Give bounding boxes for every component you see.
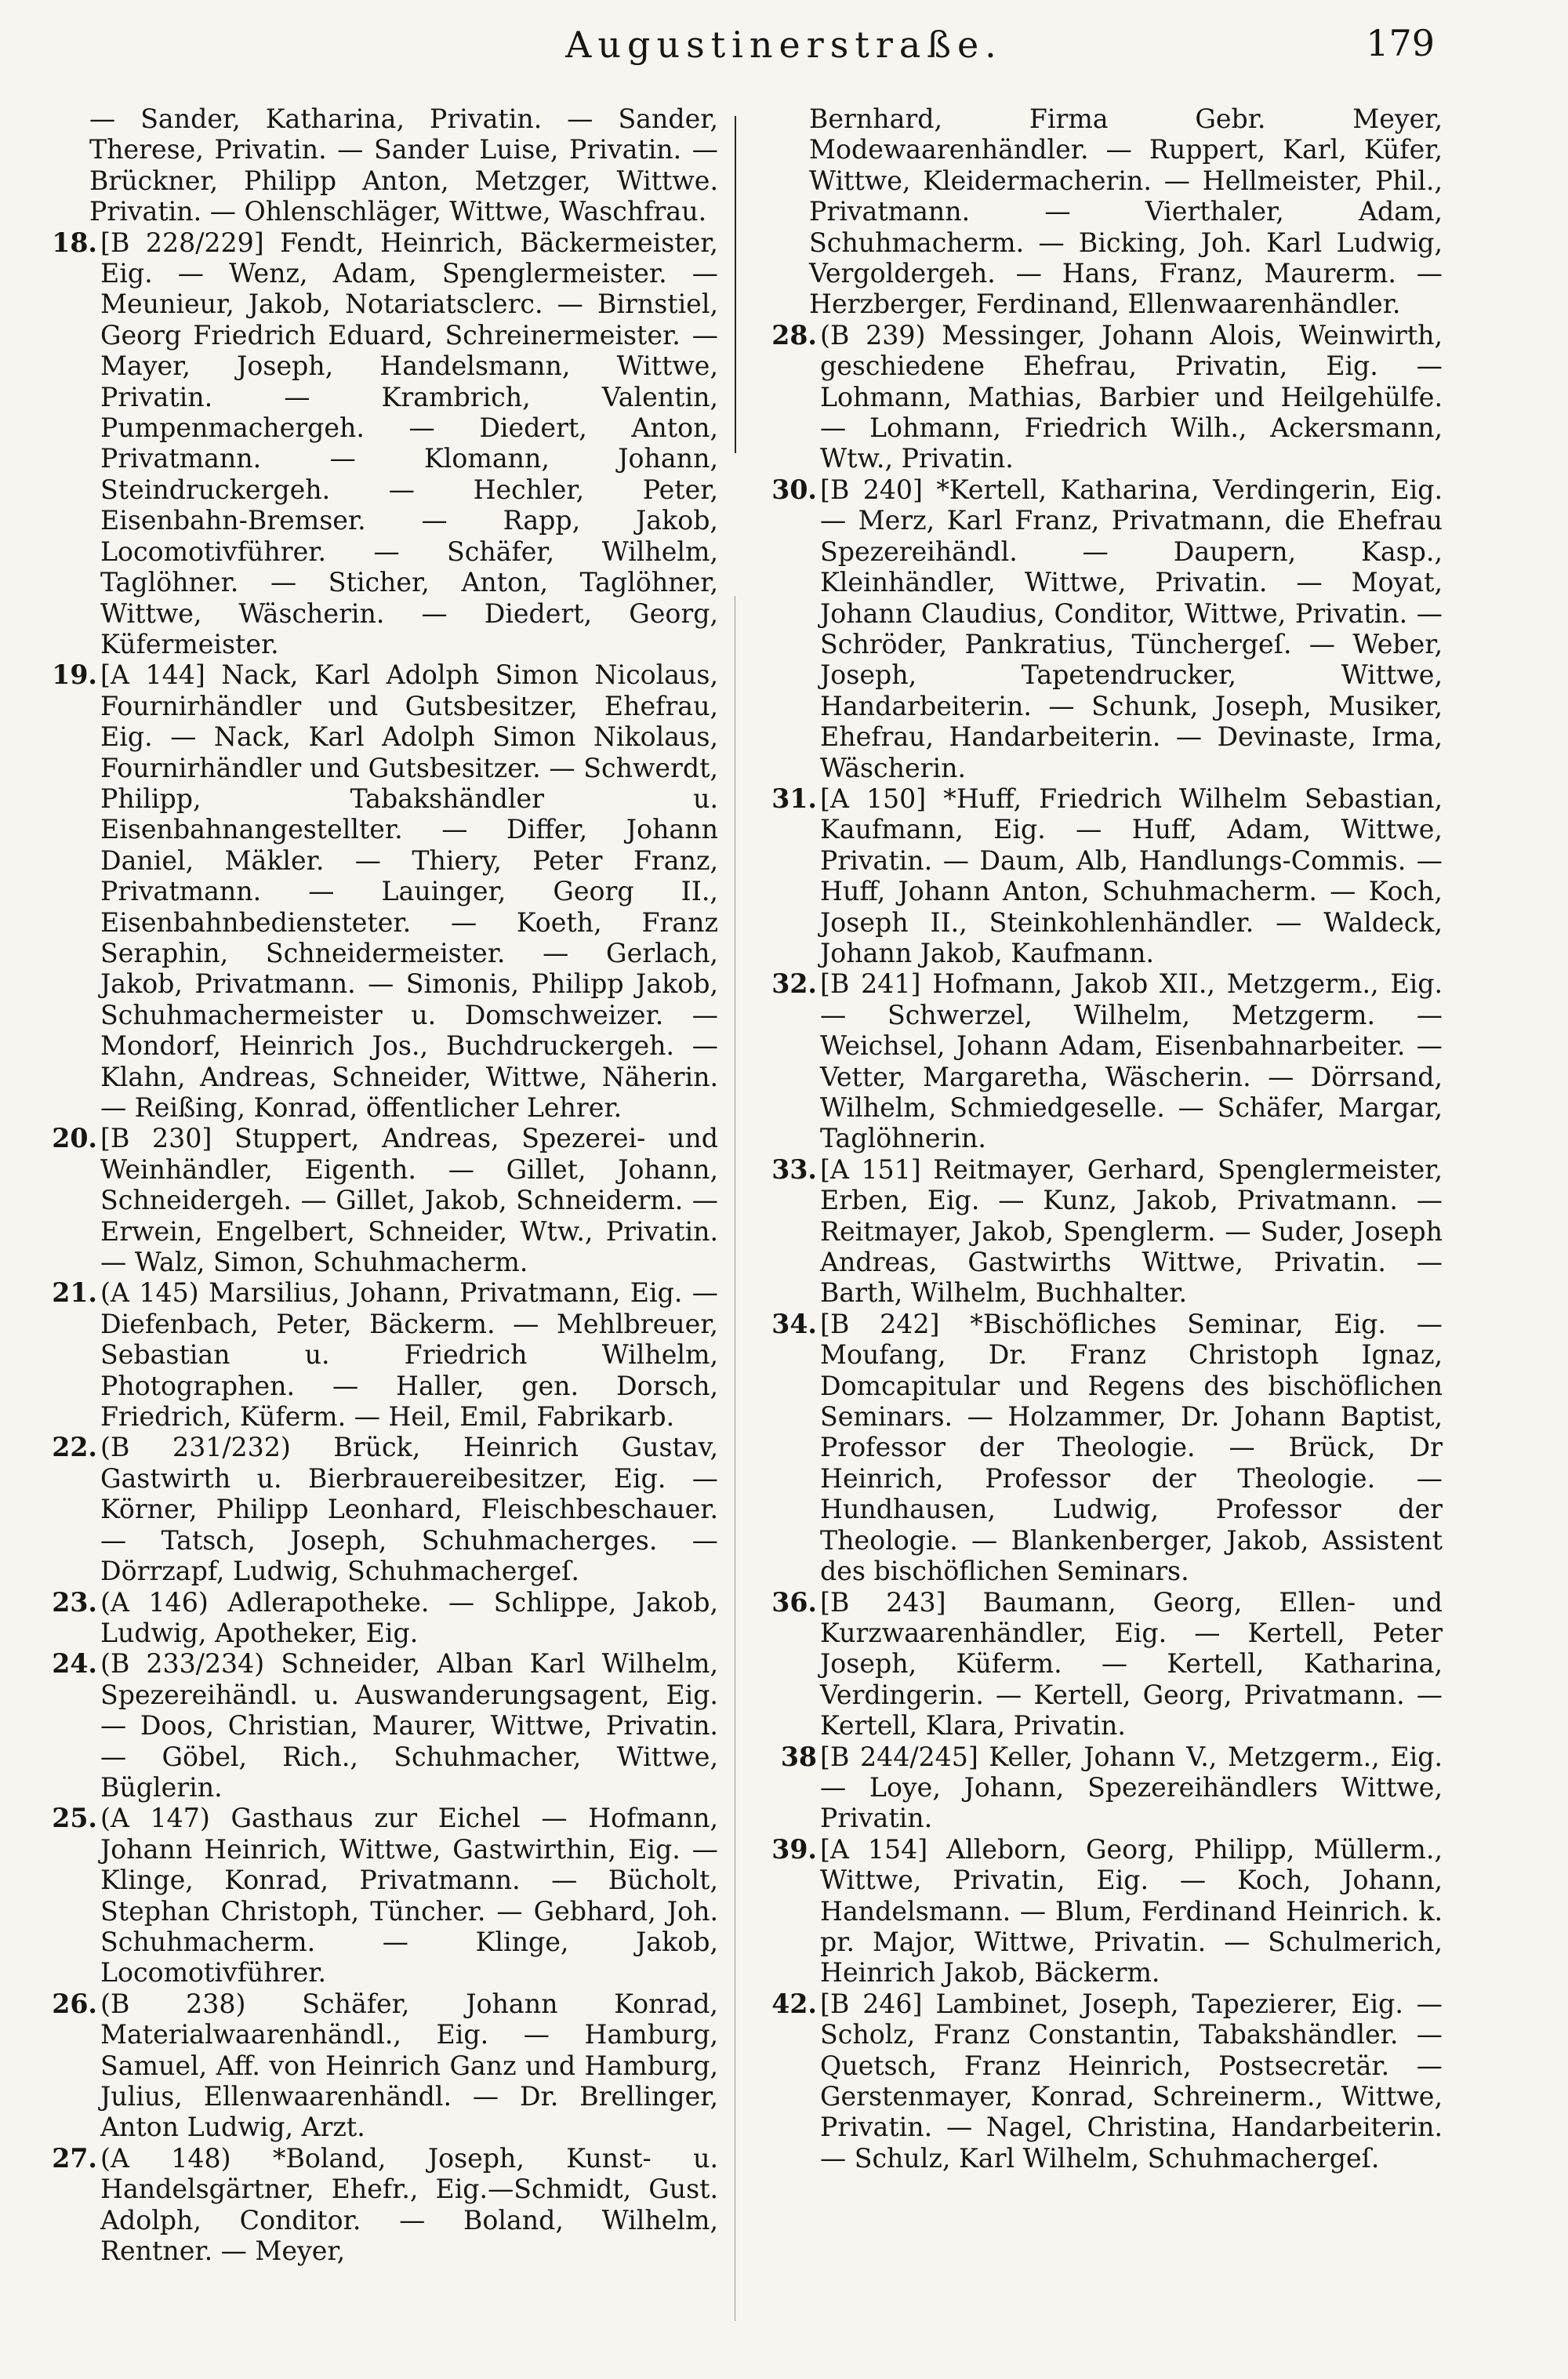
entry-text: (A 147) Gasthaus zur Eichel — Hofmann, Johann Heinrich, Wittwe, Gastwirthin, Eig. — Klinge, Konrad, Privatmann. — Bücholt, Stephan Christoph, Tüncher. — Gebhard, Joh. Schuhmacherm. — Klinge, Jakob, Locomotivführer. — [100, 1803, 718, 1989]
entry-text: (B 231/232) Brück, Heinrich Gustav, Gastwirth u. Bierbrauereibesitzer, Eig. — Körner, Philipp Leonhard, Fleischbeschauer. — Tatsch, Joseph, Schuhmacherges. — Dörrzapf, Ludwig, Schuhmachergeſ. — [100, 1432, 718, 1587]
entry-text: (A 148) *Boland, Joseph, Kunst- u. Handelsgärtner, Ehefr., Eig.—Schmidt, Gust. Adolph, Conditor. — Boland, Wilhelm, Rentner. — Meyer, — [100, 2142, 718, 2267]
entry-text: [B 243] Baumann, Georg, Ellen- und Kurzwaarenhändler, Eig. — Kertell, Peter Joseph, Küferm. — Kertell, Katharina, Verdingerin. — Kertell, Georg, Privatmann. — Kertell, Klara, Privatin. — [820, 1586, 1443, 1742]
entry-text: [B 240] *Kertell, Katharina, Verdingerin, Eig. — Merz, Karl Franz, Privatmann, die Ehefrau Spezereihändl. — Daupern, Kasp., Kleinhändler, Wittwe, Privatin. — Moyat, Johann Claudius, Conditor, Wittwe, Privatin. — Schröder, Pankratius, Tünchergeſ. — Weber, Joseph, Tapetendrucker, Wittwe, Handarbeiterin. — Schunk, Joseph, Musiker, Ehefrau, Handarbeiterin. — Devinaste, Irma, Wäscherin. — [820, 474, 1443, 783]
house-number: 24. — [52, 1648, 97, 1680]
entry — [50, 227, 718, 660]
house-number: 39. — [771, 1833, 817, 1865]
house-number: 23. — [52, 1586, 97, 1618]
entry — [770, 474, 1443, 783]
entry — [50, 1989, 718, 2143]
entry-text: (B 233/234) Schneider, Alban Karl Wilhelm, Spezereihändl. u. Auswanderungsagent, Eig. — Doos, Christian, Maurer, Wittwe, Privatin. — Göbel, Rich., Schuhmacher, Wittwe, Büglerin. — [100, 1648, 718, 1803]
entry-text: (A 146) Adlerapotheke. — Schlippe, Jakob, Ludwig, Apotheker, Eig. — [100, 1586, 718, 1648]
right-column — [770, 104, 1443, 2362]
entry — [770, 1154, 1443, 1309]
house-number: 22. — [52, 1432, 97, 1463]
entry-text: (B 238) Schäfer, Johann Konrad, Materialwaarenhändl., Eig. — Hamburg, Samuel, Aff. von Heinrich Ganz und Hamburg, Julius, Ellenwaarenhändl. — Dr. Brellinger, Anton Ludwig, Arzt. — [100, 1988, 718, 2143]
left-column — [50, 104, 718, 2362]
entry — [770, 1587, 1443, 1742]
column-divider — [735, 116, 736, 453]
entry — [770, 783, 1443, 968]
entry-text: [B 241] Hofmann, Jakob XII., Metzgerm., Eig. — Schwerzel, Wilhelm, Metzgerm. — Weichsel, Johann Adam, Eisenbahnarbeiter. — Vetter, Margaretha, Wäscherin. — Dörrsand, Wilhelm, Schmiedgeselle. — Schäfer, Margar, Taglöhnerin. — [820, 968, 1443, 1154]
entry — [770, 1742, 1443, 1834]
entry-text: — Sander, Katharina, Privatin. — Sander, Therese, Privatin. — Sander Luise, Privatin. — Brückner, Philipp Anton, Metzger, Wittwe. Privatin. — Ohlenschläger, Wittwe, Waschfrau. — [89, 104, 718, 227]
entry-text: [A 144] Nack, Karl Adolph Simon Nicolaus, Fournirhändler und Gutsbesitzer, Ehefrau, Eig. — Nack, Karl Adolph Simon Nikolaus, Fournirhändler und Gutsbesitzer. — Schwerdt, Philipp, Tabakshändler u. Eisenbahnangestellter. — Differ, Johann Daniel, Mäkler. — Thiery, Peter Franz, Privatmann. — Lauinger, Georg II., Eisenbahnbediensteter. — Koeth, Franz Seraphin, Schneidermeister. — Gerlach, Jakob, Privatmann. — Simonis, Philipp Jakob, Schuhmachermeister u. Domschweizer. — Mondorf, Heinrich Jos., Buchdruckergeh. — Klahn, Andreas, Schneider, Wittwe, Näherin. — Reißing, Konrad, öffentlicher Lehrer. — [100, 659, 718, 1123]
entry — [770, 1834, 1443, 1989]
running-head — [0, 17, 1568, 72]
entry-text: [A 154] Alleborn, Georg, Philipp, Müllerm., Wittwe, Privatin, Eig. — Koch, Johann, Handelsmann. — Blum, Ferdinand Heinrich. k. pr. Major, Wittwe, Privatin. — Schulmerich, Heinrich Jakob, Bäckerm. — [820, 1833, 1443, 1989]
entry-text: [B 244/245] Keller, Johann V., Metzgerm., Eig. — Loye, Johann, Spezereihändlers Wittwe, Privatin. — [820, 1741, 1443, 1834]
entry-continuation — [770, 104, 1443, 320]
house-number: 21. — [52, 1277, 97, 1309]
house-number: 31. — [771, 783, 817, 814]
entry-text: [A 150] *Huff, Friedrich Wilhelm Sebastian, Kaufmann, Eig. — Huff, Adam, Wittwe, Privatin. — Daum, Alb, Handlungs-Commis. — Huff, Johann Anton, Schuhmacherm. — Koch, Joseph II., Steinkohlenhändler. — Waldeck, Johann Jakob, Kaufmann. — [820, 783, 1443, 968]
entry — [770, 1309, 1443, 1587]
house-number: 30. — [771, 474, 817, 505]
house-number: 18. — [52, 227, 97, 258]
house-number: 28. — [771, 319, 817, 350]
entry — [50, 659, 718, 1123]
house-number: 19. — [52, 659, 97, 691]
entry-text: [B 242] *Bischöfliches Seminar, Eig. — Moufang, Dr. Franz Christoph Ignaz, Domcapitular und Regens des bischöflichen Seminars. — Holzammer, Dr. Johann Baptist, Professor der Theologie. — Brück, Dr Heinrich, Professor der Theologie. — Hundhausen, Ludwig, Professor der Theologie. — Blankenberger, Jakob, Assistent des bischöflichen Seminars. — [820, 1308, 1443, 1587]
house-number: 25. — [52, 1803, 97, 1834]
page-number: 179 — [1366, 22, 1435, 64]
entry-text: [A 151] Reitmayer, Gerhard, Spenglermeister, Erben, Eig. — Kunz, Jakob, Privatmann. — Reitmayer, Jakob, Spenglerm. — Suder, Joseph Andreas, Gastwirths Wittwe, Privatin. — Barth, Wilhelm, Buchhalter. — [820, 1153, 1443, 1309]
entry — [50, 1803, 718, 1988]
house-number: 42. — [771, 1988, 817, 2019]
entry-text: (B 239) Messinger, Johann Alois, Weinwirth, geschiedene Ehefrau, Privatin, Eig. — Lohmann, Mathias, Barbier und Heilgehülfe. — Lohmann, Friedrich Wilh., Ackersmann, Wtw., Privatin. — [820, 319, 1443, 474]
entry — [50, 1648, 718, 1803]
entry — [50, 1277, 718, 1432]
entry-text: (A 145) Marsilius, Johann, Privatmann, Eig. — Diefenbach, Peter, Bäckerm. — Mehlbreuer, Sebastian u. Friedrich Wilhelm, Photographen. — Haller, gen. Dorsch, Friedrich, Küferm. — Heil, Emil, Fabrikarb. — [100, 1277, 718, 1433]
entry — [770, 1989, 1443, 2174]
house-number: 26. — [52, 1988, 97, 2019]
house-number: 32. — [771, 968, 817, 1000]
entry-text: [B 230] Stuppert, Andreas, Spezerei- und Weinhändler, Eigenth. — Gillet, Johann, Schneidergeh. — Gillet, Jakob, Schneiderm. — Erwein, Engelbert, Schneider, Wtw., Privatin. — Walz, Simon, Schuhmacherm. — [100, 1123, 718, 1278]
entry — [50, 1587, 718, 1649]
entry-text: [B 228/229] Fendt, Heinrich, Bäckermeister, Eig. — Wenz, Adam, Spenglermeister. — Meunieur, Jakob, Notariatsclerc. — Birnstiel, Georg Friedrich Eduard, Schreinermeister. — Mayer, Joseph, Handelsmann, Wittwe, Privatin. — Krambrich, Valentin, Pumpenmachergeh. — Diedert, Anton, Privatmann. — Klomann, Johann, Steindruckergeh. — Hechler, Peter, Eisenbahn-Bremser. — Rapp, Jakob, Locomotivführer. — Schäfer, Wilhelm, Taglöhner. — Sticher, Anton, Taglöhner, Wittwe, Wäscherin. — Diedert, Georg, Küfermeister. — [100, 227, 718, 659]
entry — [50, 1432, 718, 1586]
house-number: 34. — [771, 1308, 817, 1339]
house-number: 27. — [52, 2142, 97, 2174]
entry-continuation — [50, 104, 718, 227]
entry — [50, 1123, 718, 1277]
house-number: 36. — [771, 1586, 817, 1618]
entry-text: Bernhard, Firma Gebr. Meyer, Modewaarenhändler. — Ruppert, Karl, Küfer, Wittwe, Kleidermacherin. — Hellmeister, Phil., Privatmann. — Vierthaler, Adam, Schuhmacherm. — Bicking, Joh. Karl Ludwig, Vergoldergeh. — Hans, Franz, Maurerm. — Herzberger, Ferdinand, Ellenwaarenhändler. — [809, 104, 1443, 320]
entry — [770, 968, 1443, 1153]
entry — [50, 2143, 718, 2267]
house-number: 38 — [780, 1741, 817, 1772]
page-title: Augustinerstraße. — [565, 24, 1003, 66]
house-number: 20. — [52, 1123, 97, 1154]
house-number: 33. — [771, 1153, 817, 1185]
entry — [770, 320, 1443, 474]
entry-text: [B 246] Lambinet, Joseph, Tapezierer, Eig. — Scholz, Franz Constantin, Tabakshändler. — Quetsch, Franz Heinrich, Postsecretär. — Gerstenmayer, Konrad, Schreinerm., Wittwe, Privatin. — Nagel, Christina, Handarbeiterin. — Schulz, Karl Wilhelm, Schuhmachergeſ. — [820, 1988, 1443, 2174]
